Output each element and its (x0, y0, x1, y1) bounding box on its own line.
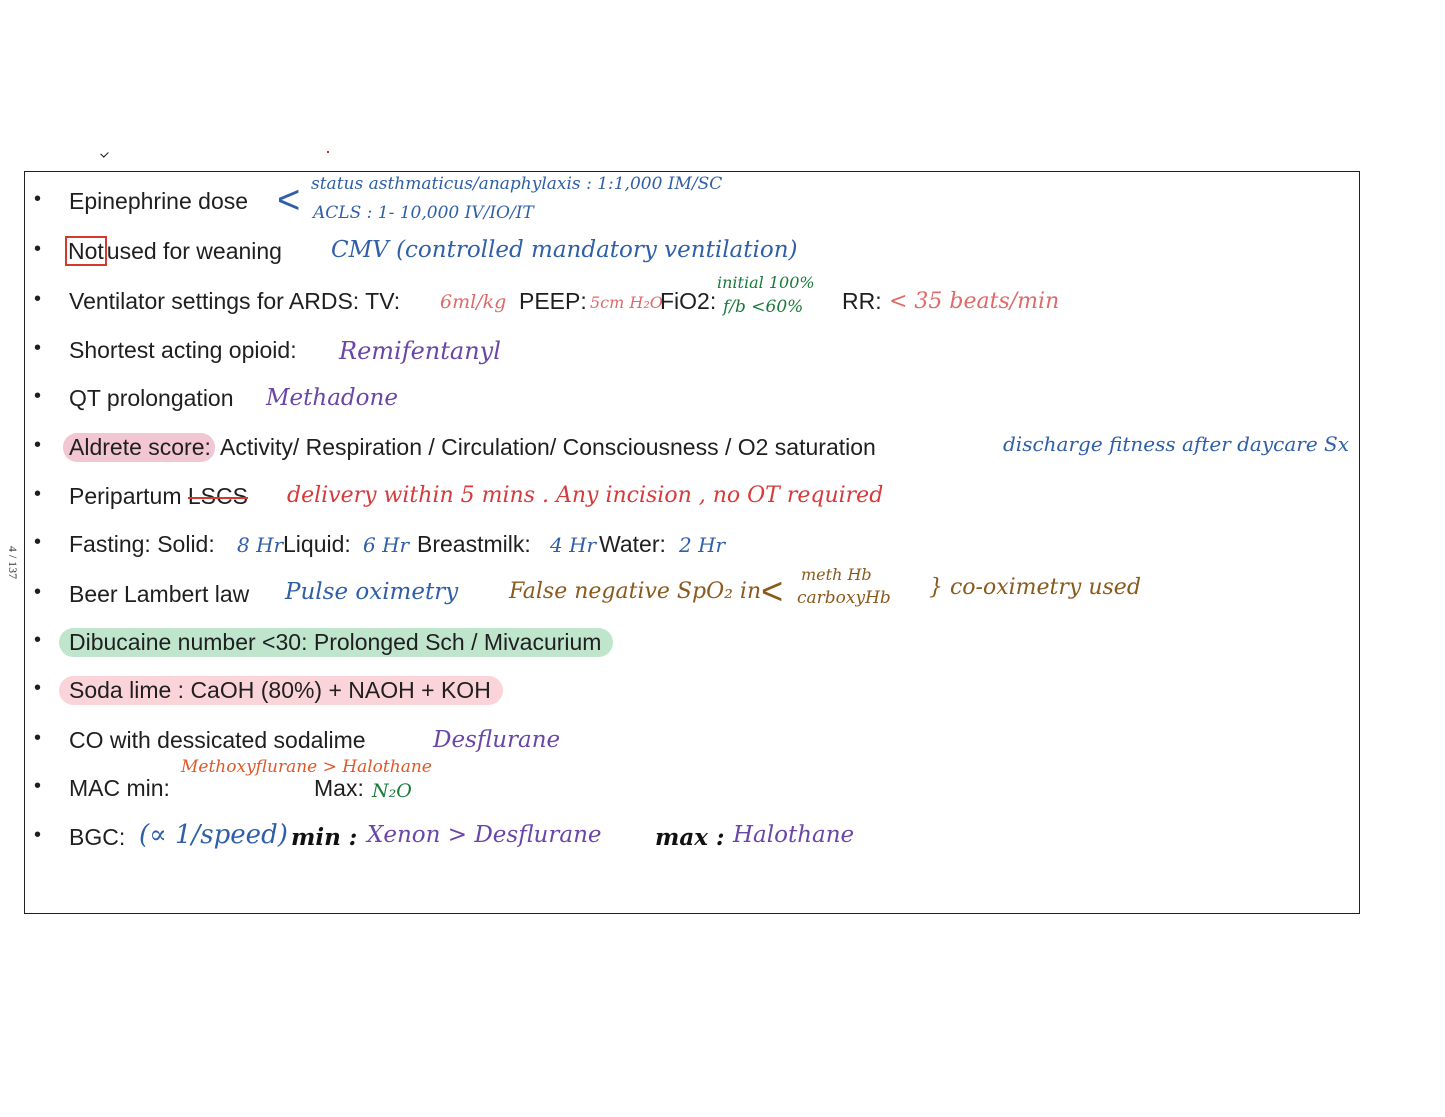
top-checkmark-fragment (100, 149, 108, 157)
item-label: Beer Lambert law (69, 581, 250, 607)
handwritten-note: False negative SpO₂ in (509, 579, 762, 604)
bullet: • (34, 775, 42, 797)
handwritten-note: initial 100% (717, 273, 815, 292)
brace-less-than-icon: < (277, 178, 301, 222)
struck-text: LSCS (187, 483, 248, 509)
item-label: QT prolongation (69, 385, 234, 411)
handwritten-note: min : (291, 824, 358, 851)
handwritten-note: 2 Hr (679, 533, 726, 557)
handwritten-note: Remifentanyl (339, 337, 501, 365)
rr-label: RR: (842, 288, 882, 314)
bullet: • (34, 677, 42, 699)
bullet: • (34, 629, 42, 651)
max-label: Max: (314, 775, 364, 801)
item-label: Fasting: Solid: (69, 531, 215, 557)
handwritten-note: Desflurane (433, 727, 561, 753)
bullet: • (34, 337, 42, 359)
highlighted-text: Dibucaine number <30: Prolonged Sch / Mivacurium (59, 628, 613, 657)
handwritten-note: meth Hb (801, 565, 872, 584)
bullet: • (34, 385, 42, 407)
liquid-label: Liquid: (283, 531, 351, 557)
bullet: • (34, 434, 42, 456)
handwritten-note: 6ml/kg (440, 291, 507, 313)
item-label: Ventilator settings for ARDS: TV: (69, 288, 401, 314)
brace-less-than-icon: < (761, 571, 784, 613)
item-label: Shortest acting opioid: (69, 337, 297, 363)
handwritten-note: 5cm H₂O (590, 293, 663, 312)
highlighted-text: Soda lime : CaOH (80%) + NAOH + KOH (59, 676, 503, 705)
bullet: • (34, 581, 42, 603)
handwritten-note: f/b <60% (723, 297, 804, 317)
handwritten-note: } co-oximetry used (929, 575, 1141, 600)
handwritten-note: < 35 beats/min (889, 289, 1060, 314)
bullet: • (34, 238, 42, 260)
water-label: Water: (599, 531, 666, 557)
handwritten-note: 6 Hr (363, 533, 410, 557)
handwritten-note: Xenon > Desflurane (367, 822, 602, 848)
item-label: used for weaning (106, 238, 282, 264)
handwritten-note: Pulse oximetry (285, 579, 459, 605)
notes-box (24, 171, 1360, 914)
handwritten-note: (∝ 1/speed) (139, 820, 288, 850)
handwritten-note: N₂O (372, 780, 412, 802)
bullet: • (34, 531, 42, 553)
handwritten-note: Methadone (266, 385, 398, 411)
handwritten-note: max : (655, 824, 725, 851)
top-dot-fragment (327, 151, 329, 153)
handwritten-note: status asthmaticus/anaphylaxis : 1:1,000 IM/SC (311, 174, 723, 194)
item-text: Activity/ Respiration / Circulation/ Consciousness / O2 saturation (220, 434, 876, 460)
item-label: Epinephrine dose (69, 188, 249, 214)
bullet: • (34, 288, 42, 310)
handwritten-note: delivery within 5 mins . Any incision , no OT required (287, 483, 884, 508)
handwritten-note: Halothane (733, 822, 855, 848)
page-number: 4 / 137 (6, 545, 21, 580)
handwritten-note: 8 Hr (237, 533, 284, 557)
peep-label: PEEP: (519, 288, 587, 314)
item-label: CO with dessicated sodalime (69, 727, 366, 753)
handwritten-note: CMV (controlled mandatory ventilation) (331, 237, 798, 263)
item-label: MAC min: (69, 775, 170, 801)
item-label: Peripartum (69, 483, 182, 509)
handwritten-note: Methoxyflurane > Halothane (181, 757, 432, 777)
item-label: BGC: (69, 824, 126, 850)
handwritten-note: discharge fitness after daycare Sx (1003, 432, 1350, 456)
highlighted-label: Aldrete score: (63, 433, 215, 462)
handwritten-note: carboxyHb (797, 588, 891, 608)
handwritten-note: ACLS : 1- 10,000 IV/IO/IT (313, 203, 534, 223)
fio2-label: FiO2: (660, 288, 717, 314)
bullet: • (34, 824, 42, 846)
bullet: • (34, 727, 42, 749)
handwritten-note: 4 Hr (550, 533, 597, 557)
breastmilk-label: Breastmilk: (417, 531, 531, 557)
bullet: • (34, 188, 42, 210)
boxed-word: Not (65, 236, 107, 266)
bullet: • (34, 483, 42, 505)
